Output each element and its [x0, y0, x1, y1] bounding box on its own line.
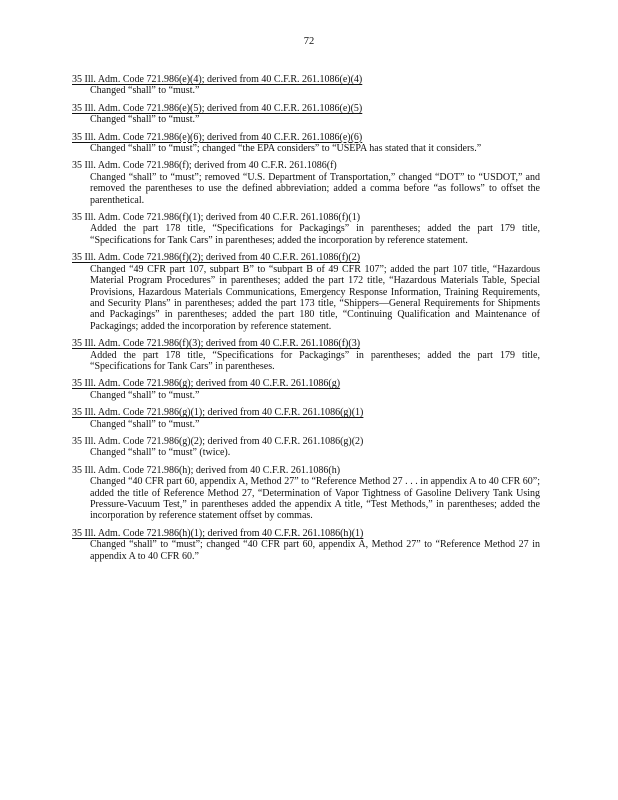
entry-note: Changed “shall” to “must.”: [90, 85, 200, 97]
list-item: [72, 252, 540, 332]
entry-note: Changed “shall” to “must.”: [90, 418, 200, 430]
entry-citation: 35 Ill. Adm. Code 721.986(f)(1); derived from 40 C.F.R. 261.1086(f)(1): [72, 212, 361, 224]
entry-citation: 35 Ill. Adm. Code 721.986(f); derived from 40 C.F.R. 261.1086(f): [72, 160, 337, 172]
list-item: [72, 212, 540, 246]
entry-note: Changed “shall” to “must” (twice).: [90, 447, 231, 459]
entry-note: Changed “shall” to “must”; changed “the EPA considers” to “USEPA has stated that it considers.”: [90, 143, 482, 155]
list-item: [72, 132, 540, 155]
list-item: [72, 74, 540, 97]
entry-citation: 35 Ill. Adm. Code 721.986(e)(6); derived from 40 C.F.R. 261.1086(e)(6): [72, 131, 363, 143]
entry-note: Changed “shall” to “must”; changed “40 CFR part 60, appendix A, Method 27” to “Reference Method 27 in appendix A to 40 CFR 60.”: [90, 539, 540, 562]
page-number: 72: [303, 36, 315, 47]
list-item: [72, 378, 540, 401]
entry-note: Changed “shall” to “must”; removed “U.S. Department of Transportation,” changed “DOT” to “USDOT,” and removed the parentheses to use the defined abbreviation; added a comma before “as follows” to offset the parenthetical.: [90, 171, 540, 206]
entry-citation: 35 Ill. Adm. Code 721.986(g)(2); derived from 40 C.F.R. 261.1086(g)(2): [72, 435, 364, 447]
entry-citation: 35 Ill. Adm. Code 721.986(g)(1); derived from 40 C.F.R. 261.1086(g)(1): [72, 407, 364, 419]
entry-note: Added the part 178 title, “Specifications for Packagings” in parentheses; added the part 179 title, “Specifications for Tank Cars” in parentheses.: [90, 349, 540, 372]
entry-note: Changed “shall” to “must.”: [90, 389, 200, 401]
entry-citation: 35 Ill. Adm. Code 721.986(f)(2); derived from 40 C.F.R. 261.1086(f)(2): [72, 252, 361, 264]
entry-note: Added the part 178 title, “Specifications for Packagings” in parentheses; added the part 179 title, “Specifications for Tank Cars” in parentheses; added the incorporation by reference statement.: [90, 223, 540, 246]
list-item: [72, 338, 540, 372]
entry-note: Changed “shall” to “must.”: [90, 114, 200, 126]
list-item: [72, 160, 540, 206]
entry-citation: 35 Ill. Adm. Code 721.986(h); derived from 40 C.F.R. 261.1086(h): [72, 464, 341, 476]
entry-citation: 35 Ill. Adm. Code 721.986(f)(3); derived from 40 C.F.R. 261.1086(f)(3): [72, 338, 361, 350]
list-item: [72, 103, 540, 126]
entry-list: [72, 74, 540, 568]
entry-citation: 35 Ill. Adm. Code 721.986(e)(4); derived from 40 C.F.R. 261.1086(e)(4): [72, 74, 363, 85]
list-item: [72, 407, 540, 430]
list-item: [72, 465, 540, 522]
entry-note: Changed “40 CFR part 60, appendix A, Method 27” to “Reference Method 27 . . . in appendix A to 40 CFR 60”; added the title of Reference Method 27, “Determination of Vapor Tightness of Gasoline Delivery Tank Using Pressure-Vacuum Test,” in parentheses added the appendix A title, “Test Methods,” in parentheses; added the incorporation by reference statement offset by commas.: [90, 476, 540, 522]
entry-citation: 35 Ill. Adm. Code 721.986(e)(5); derived from 40 C.F.R. 261.1086(e)(5): [72, 102, 363, 114]
entry-citation: 35 Ill. Adm. Code 721.986(g); derived from 40 C.F.R. 261.1086(g): [72, 378, 341, 390]
entry-note: Changed “49 CFR part 107, subpart B” to “subpart B of 49 CFR 107”; added the part 107 title, “Hazardous Material Program Procedures” in parentheses; added the part 172 title, “Hazardous Materials Table, Special Provisions, Hazardous Materials Communications, Emergency Response Information, Training Requirements, and Security Plans” in parentheses; added the part 173 title, “Shippers—General Requirements for Shipments and Packagings” in parentheses; added the part 180 title, “Continuing Qualification and Maintenance of Packagings; added the incorporation by reference statement.: [90, 263, 540, 332]
list-item: [72, 528, 540, 562]
entry-citation: 35 Ill. Adm. Code 721.986(h)(1); derived from 40 C.F.R. 261.1086(h)(1): [72, 527, 364, 539]
list-item: [72, 436, 540, 459]
